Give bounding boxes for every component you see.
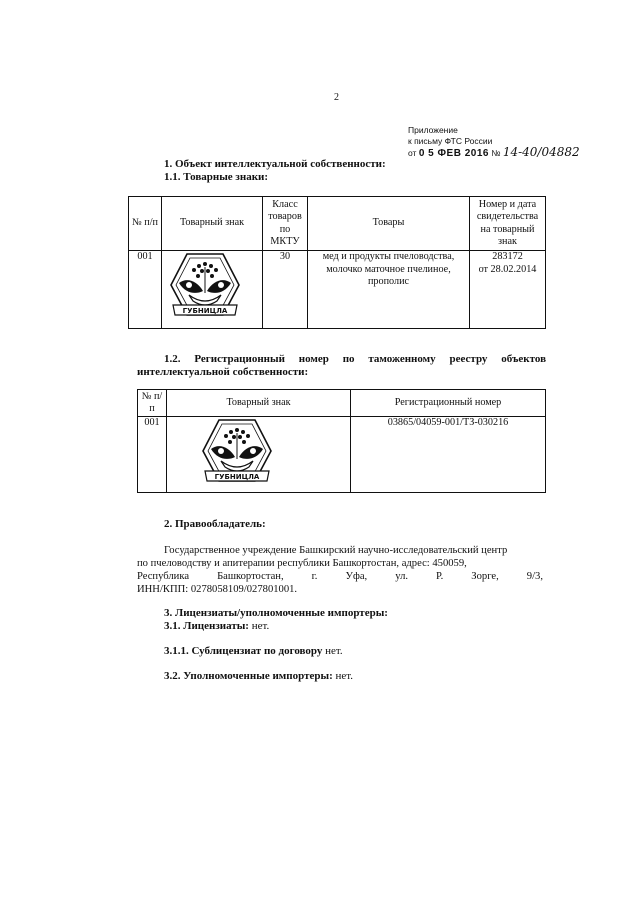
word: Уфа,	[345, 571, 368, 582]
col-number: № п/п	[138, 390, 167, 417]
col-registration: Регистрационный номер	[351, 390, 546, 417]
word: ул.	[395, 571, 409, 582]
section1-title: 1. Объект интеллектуальной собственности:	[164, 158, 386, 170]
section3-title: 3. Лицензиаты/уполномоченные импортеры:	[164, 607, 388, 619]
word: номер	[298, 353, 329, 365]
row-number: 001	[129, 251, 162, 329]
page-number: 2	[334, 92, 339, 103]
importers-value: нет.	[335, 670, 354, 682]
trademark-image	[167, 417, 351, 493]
holder-line2: по пчеловодству и апитерапии республики Башкортостан, адрес: 450059,	[137, 558, 467, 569]
word: реестру	[449, 353, 488, 365]
table-row	[138, 417, 546, 493]
section2-title: 2. Правообладатель:	[164, 518, 266, 530]
col-trademark: Товарный знак	[167, 390, 351, 417]
certificate-number: 283172	[492, 251, 523, 262]
col-class: Класс товаров по МКТУ	[263, 197, 308, 251]
annex-block	[408, 125, 580, 159]
annex-number-handwritten: 14-40/04882	[502, 145, 580, 159]
table-header-row	[138, 390, 546, 417]
annex-date-stamp: 0 5 ФЕВ 2016	[418, 148, 489, 159]
holder-line4: ИНН/КПП: 0278058109/027801001.	[137, 584, 298, 595]
row-registration: 03865/04059-001/ТЗ-030216	[351, 417, 546, 493]
word: Регистрационный	[194, 353, 285, 365]
word: Зорге,	[471, 571, 499, 582]
row-class: 30	[263, 251, 308, 329]
goods-line: молочко маточное пчелиное,	[326, 263, 451, 275]
annex-number-label: №	[491, 148, 501, 158]
importers-label: 3.2. Уполномоченные импортеры:	[164, 670, 333, 682]
annex-line1: Приложение	[408, 125, 458, 135]
holder-line1: Государственное учреждение Башкирский научно-исследовательский центр	[164, 545, 508, 556]
goods-line: мед и продукты пчеловодства,	[322, 251, 455, 262]
row-certificate	[470, 251, 546, 329]
sublicensee-label: 3.1.1. Сублицензиат по договору	[164, 645, 323, 657]
col-certificate: Номер и дата свидетельства на товарный знак	[470, 197, 546, 251]
col-goods: Товары	[308, 197, 470, 251]
holder-line3	[137, 570, 543, 583]
table-header-row	[129, 197, 546, 251]
word: по	[342, 353, 355, 365]
svg-text:ГУБНИЦЛА: ГУБНИЦЛА	[214, 473, 260, 481]
table-row	[129, 251, 546, 329]
word: Республика	[137, 571, 190, 582]
svg-text:ГУБНИЦЛА: ГУБНИЦЛА	[182, 307, 228, 315]
registration-table	[137, 389, 546, 493]
word: 9/3,	[526, 571, 543, 582]
trademarks-table	[128, 196, 546, 329]
section1-subtitle: 1.1. Товарные знаки:	[164, 171, 269, 183]
col-trademark: Товарный знак	[162, 197, 263, 251]
certificate-date: от 28.02.2014	[478, 263, 537, 275]
col-number: № п/п	[129, 197, 162, 251]
annex-date-line	[408, 147, 580, 159]
word: Башкортостан,	[217, 571, 284, 582]
licensees-value: нет.	[251, 620, 270, 632]
annex-line2: к письму ФТС России	[408, 136, 493, 146]
row-number: 001	[138, 417, 167, 493]
licensees-label: 3.1. Лицензиаты:	[164, 620, 249, 632]
word: 1.2.	[164, 353, 181, 365]
trademark-image	[162, 251, 263, 329]
sublicensee-line	[164, 645, 343, 657]
word: объектов	[501, 353, 547, 365]
importers-line	[164, 670, 353, 682]
word: Р.	[436, 571, 444, 582]
bee-logo-icon	[165, 251, 245, 325]
section12-line2: интеллектуальной собственности:	[137, 366, 309, 378]
bee-logo-icon	[197, 417, 277, 491]
row-goods	[308, 251, 470, 329]
annex-prefix: от	[408, 148, 417, 158]
word: таможенному	[368, 353, 436, 365]
word: г.	[311, 571, 318, 582]
sublicensee-value: нет.	[325, 645, 343, 657]
section12-line1	[164, 353, 546, 365]
licensees-line	[164, 620, 269, 632]
goods-line: прополис	[367, 276, 410, 287]
